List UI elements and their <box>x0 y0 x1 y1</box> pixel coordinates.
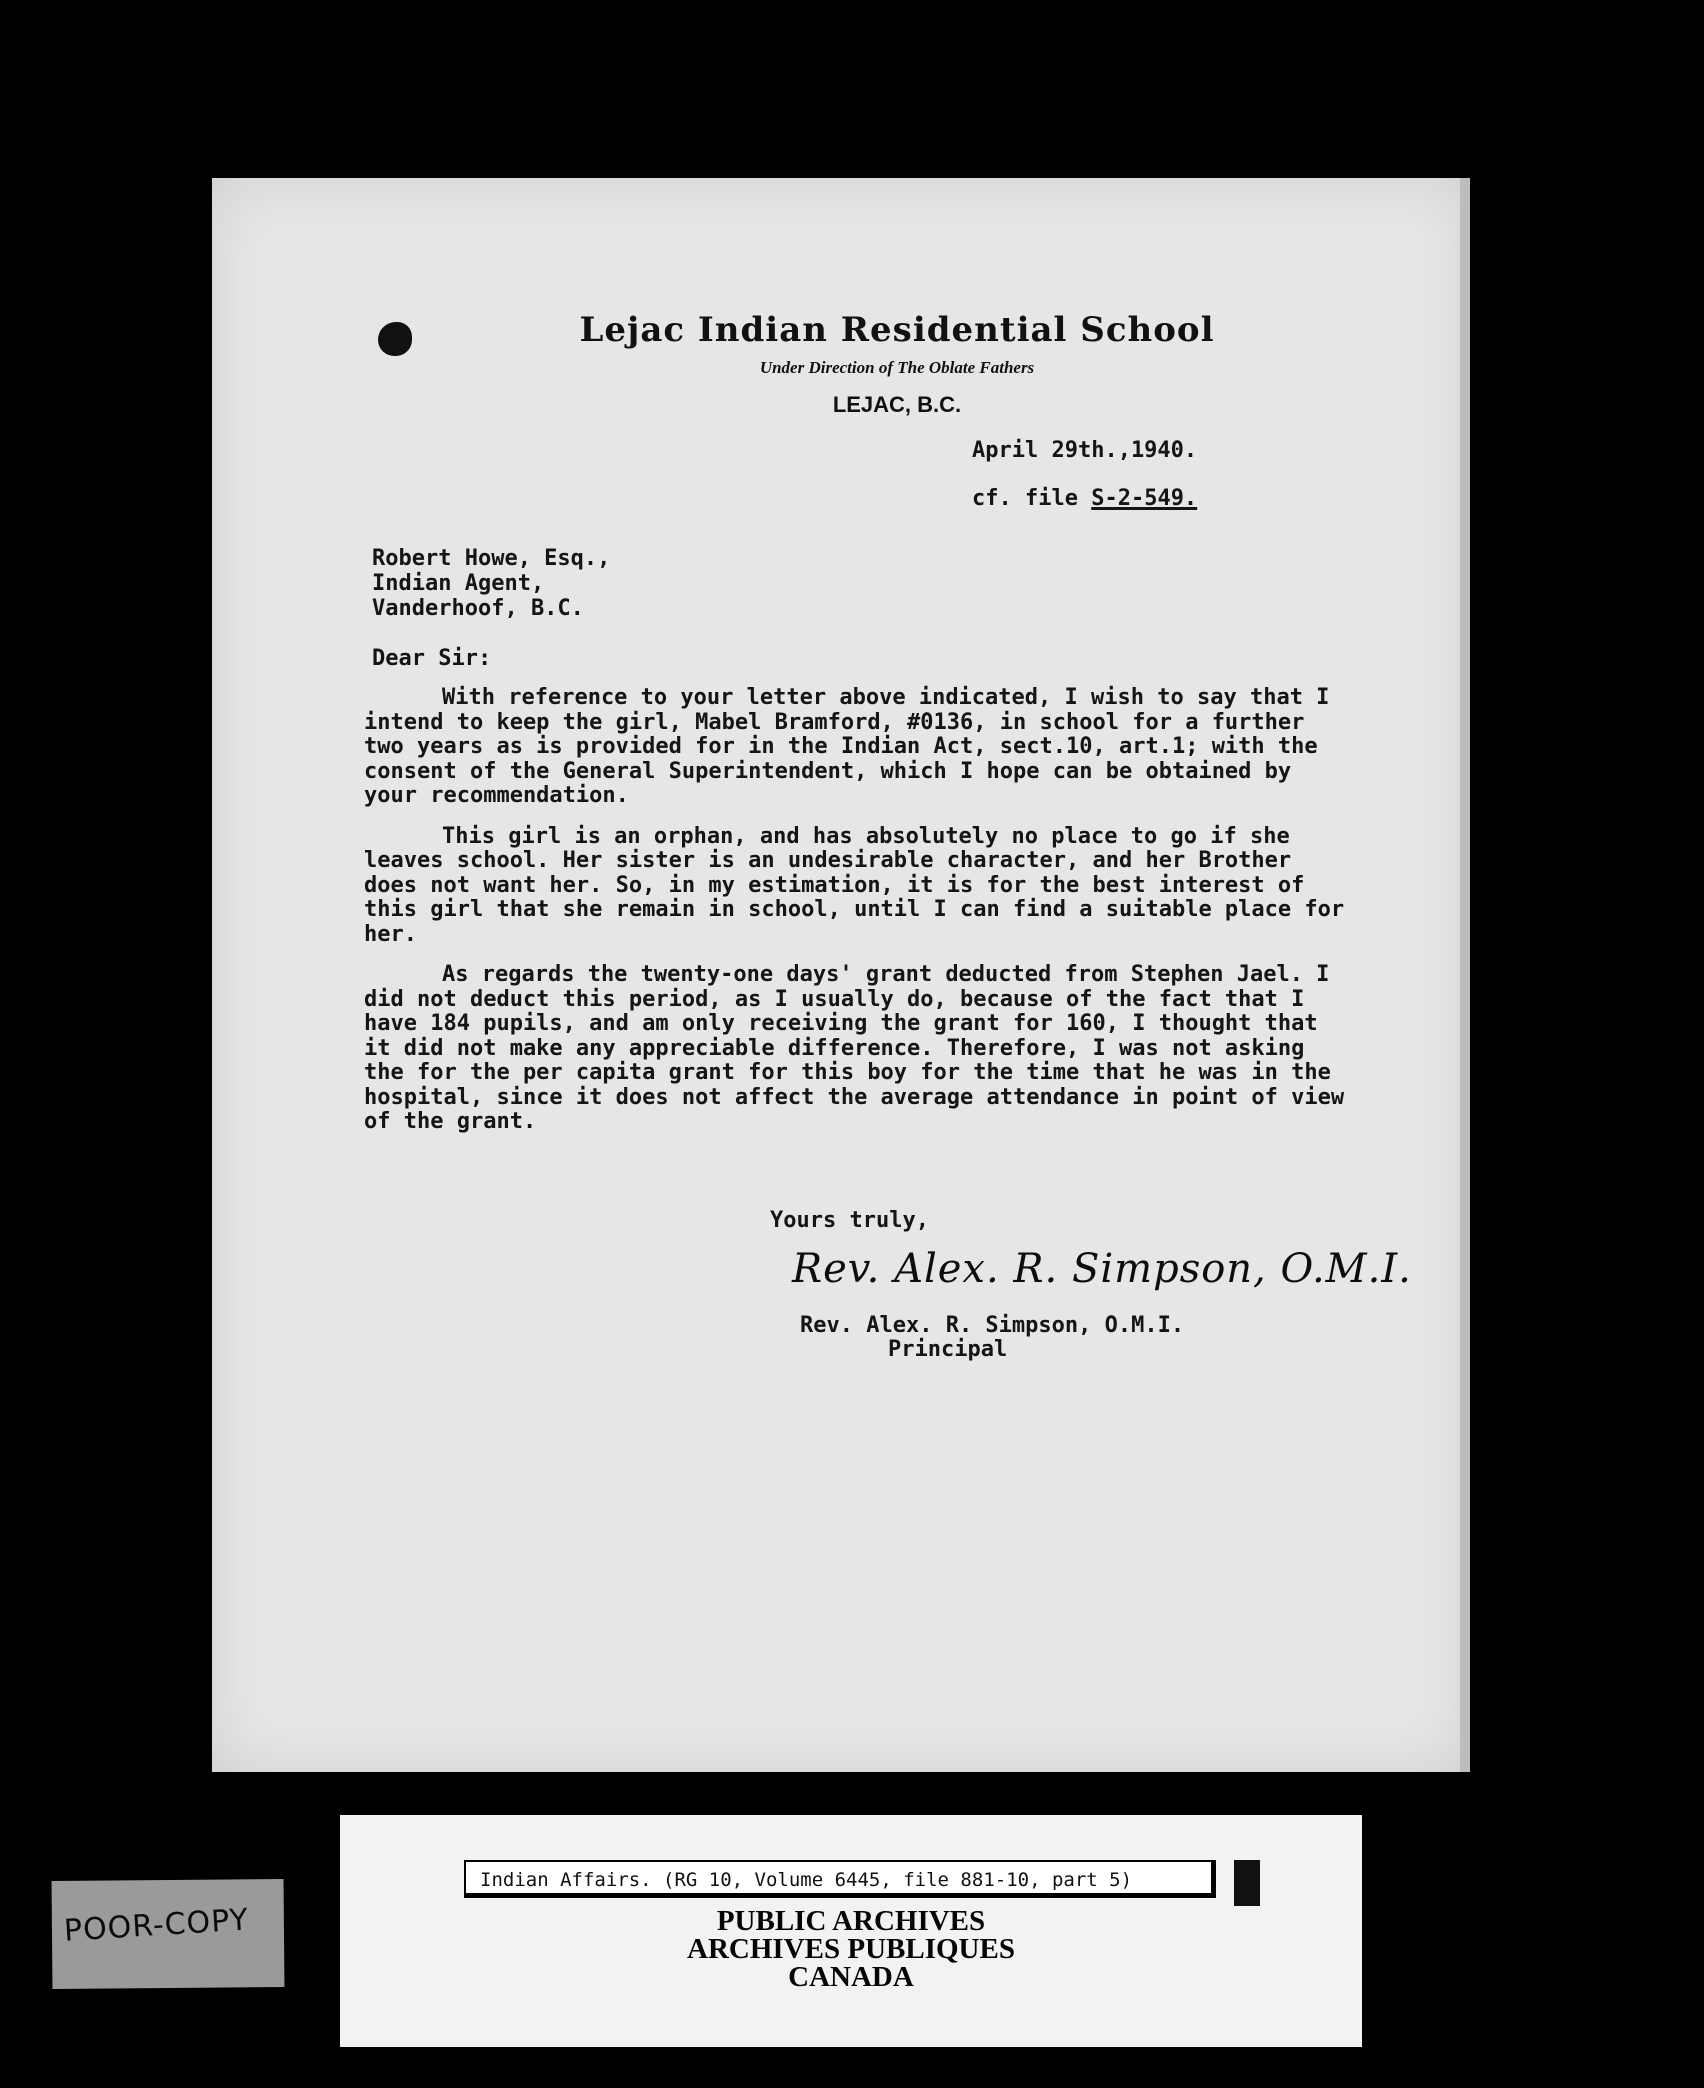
poor-copy-stamp <box>52 1879 285 1989</box>
recipient-address <box>372 546 610 621</box>
signer-name: Rev. Alex. R. Simpson, O.M.I. <box>800 1313 1185 1338</box>
salutation: Dear Sir: <box>372 646 492 671</box>
body-paragraph: This girl is an orphan, and has absolutely no place to go if she leaves school. Her sister is an undesirable character, and her Brother does not want her. So, in my estimation, it is for the best interest of this girl that she remain in school, until I can find a suitable place for her. <box>364 823 1345 947</box>
archives-label <box>340 1907 1362 1991</box>
letter-body <box>364 686 1354 1151</box>
archive-footer <box>340 1815 1362 2047</box>
letter-date: April 29th.,1940. <box>972 438 1198 463</box>
school-location: LEJAC, B.C. <box>832 392 962 417</box>
stamp-label: POOR-COPY <box>63 1902 250 1949</box>
handwritten-signature: Rev. Alex. R. Simpson, O.M.I. <box>792 1246 1412 1292</box>
closing: Yours truly, <box>770 1208 929 1233</box>
paper-edge <box>1460 178 1470 1772</box>
body-paragraph: As regards the twenty-one days' grant deducted from Stephen Jael. I did not deduct this period, as I usually do, because of the fact that I have 184 pupils, and am only receiving the grant for 160, I thought that it did not make any appreciable difference. Therefore, I was not asking the for the per capita grant for this boy for the time that he was in the hospital, since it does not affect the average attendance in point of view of the grant. <box>364 962 1345 1134</box>
signer-block <box>800 1314 1184 1362</box>
recipient-line: Vanderhoof, B.C. <box>372 596 584 621</box>
school-subtitle: Under Direction of The Oblate Fathers <box>759 358 1035 377</box>
archive-reference-tab <box>464 1860 1464 1900</box>
signer-title: Principal <box>888 1337 1008 1362</box>
archives-line: ARCHIVES PUBLIQUES <box>687 1933 1015 1965</box>
file-reference-prefix: cf. file <box>972 486 1092 511</box>
archives-line: PUBLIC ARCHIVES <box>716 1905 986 1937</box>
body-paragraph: With reference to your letter above indicated, I wish to say that I intend to keep the girl, Mabel Bramford, #0136, in school for a further two years as is provided for in the Indian Act, sect.10, art.1; with the consent of the General Superintendent, which I hope can be obtained by your recommendation. <box>364 685 1330 808</box>
school-name: Lejac Indian Residential School <box>579 310 1215 350</box>
recipient-line: Indian Agent, <box>372 571 545 596</box>
letter-page <box>212 178 1470 1772</box>
file-reference <box>972 486 1197 511</box>
archives-line: CANADA <box>788 1961 914 1993</box>
file-reference-number: S-2-549. <box>1091 486 1198 511</box>
reference-tab-edge <box>1234 1860 1260 1906</box>
recipient-line: Robert Howe, Esq., <box>372 546 611 571</box>
letterhead <box>212 310 1252 418</box>
archive-reference: Indian Affairs. (RG 10, Volume 6445, file 881-10, part 5) <box>464 1860 1216 1898</box>
